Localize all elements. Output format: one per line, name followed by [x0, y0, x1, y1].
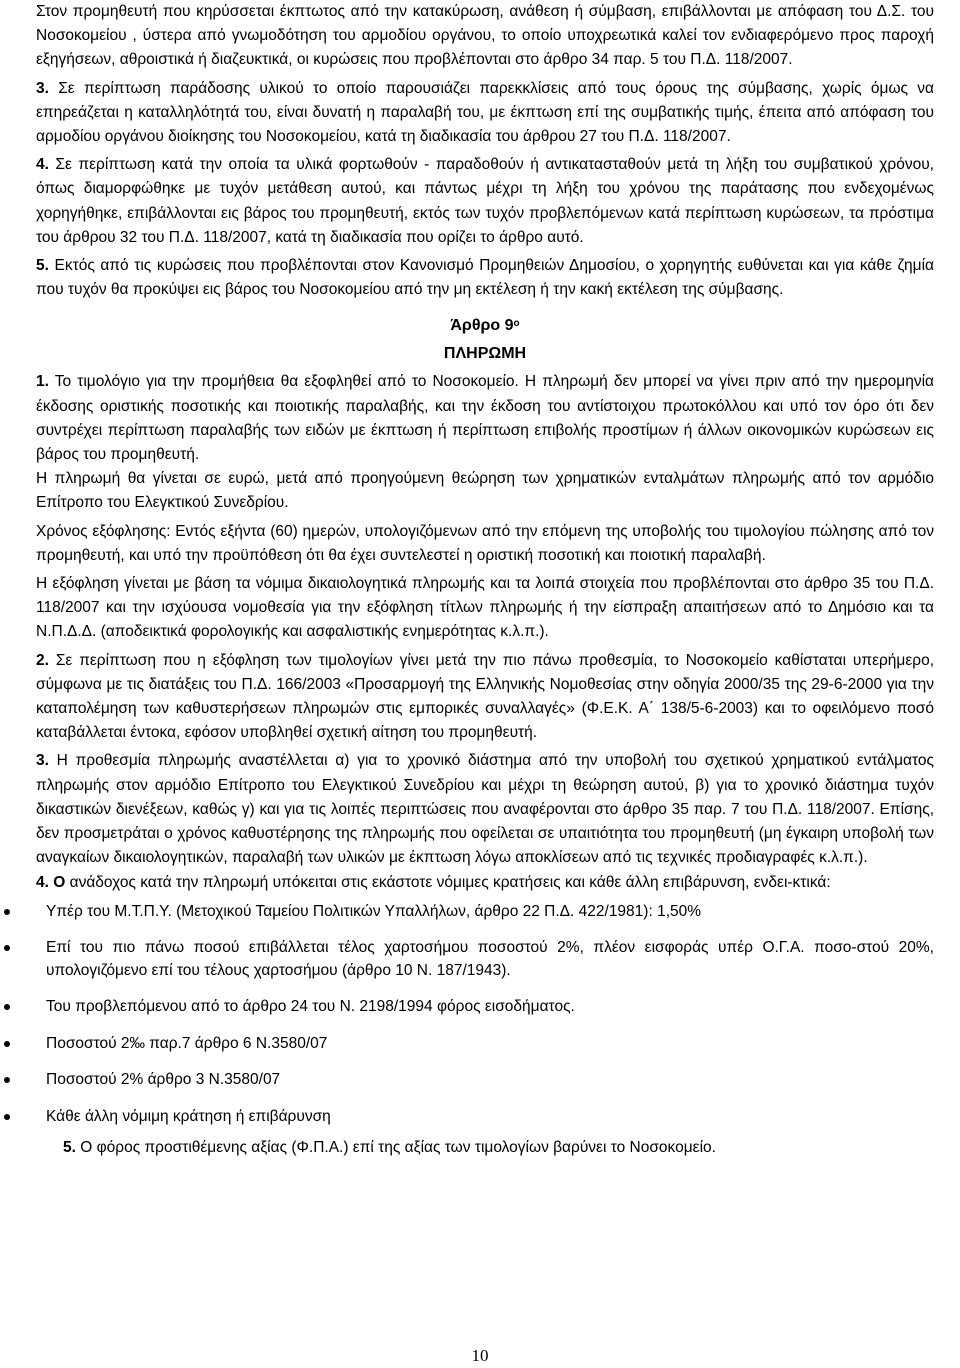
paragraph-number: 4.	[36, 156, 49, 174]
payment-paragraph-3: 3. Η προθεσμία πληρωμής αναστέλλεται α) για το χρονικό διάστημα από την υποβολή του σχετικού χρηματικού εντάλματος πληρωμής στον αρμόδιο Επίτροπο του Ελεγκτικού Συνεδρίου και μέχρι τη θεώρηση αυτού, β) για το χρονικό διάστημα τυχόν δικαστικών διενέξεων, καθώς γ) και για τις λοιπές περιπτώσεις που αναφέρονται στο άρθρο 35 παρ. 7 του Π.Δ. 118/2007. Επίσης, δεν προσμετράται ο χρόνος καθυστέρησης της πληρωμής που οφείλεται σε υπαιτιότητα του προμηθευτή (μη έγκαιρη υποβολή των αναγκαίων δικαιολογητικών, παραλαβή των υλικών με έκπτωση λόγω αποκλίσεων από τις τεχνικές προδιαγραφές κ.λ.π.).	[36, 752, 934, 867]
paragraph-3-deviations: 3. Σε περίπτωση παράδοσης υλικού το οποίο παρουσιάζει παρεκκλίσεις από τους όρους της σύμβασης, χωρίς όμως να επηρεάζεται η καταλληλότητά του, είναι δυνατή η παραλαβή του, με έκπτωση επί της συμβατικής τιμής, έπειτα από απόφαση του αρμοδίου οργάνου διοίκησης του Νοσοκομείου, κατά τη διαδικασία του άρθρου 27 του Π.Δ. 118/2007.	[36, 79, 934, 146]
list-item: Ποσοστού 2‰ παρ.7 άρθρο 6 Ν.3580/07	[0, 1033, 934, 1056]
paragraph-number: 2.	[36, 651, 49, 669]
paragraph-number: 4.	[36, 873, 49, 891]
paragraph-number: 1.	[36, 373, 49, 391]
payment-paragraph-1: 1. Το τιμολόγιο για την προμήθεια θα εξοφληθεί από το Νοσοκομείο. Η πληρωμή δεν μπορεί να γίνει πριν από την ημερομηνία έκδοσης οριστικής ποσοτικής και ποιοτικής παραλαβής, και την έκδοση του αντίστοιχου πρωτοκόλλου και υπό τον όρο ότι δεν συντρέχει περίπτωση παραλαβής των ειδών με έκπτωση ή περίπτωση επιβολής προστίμων ή άλλων οικονομικών κυρώσεων εις βάρος του προμηθευτή.	[36, 373, 934, 464]
page-number: 10	[471, 1346, 489, 1365]
payment-currency-paragraph: Η πληρωμή θα γίνεται σε ευρώ, μετά από προηγούμενη θεώρηση των χρηματικών ενταλμάτων πληρωμής από τον αρμόδιο Επίτροπο του Ελεγκτικού Συνεδρίου.	[36, 470, 934, 512]
bullet-icon	[4, 1077, 10, 1083]
payment-paragraph-4: 4. Ο ανάδοχος κατά την πληρωμή υπόκειται στις εκάστοτε νόμιμες κρατήσεις και κάθε άλλη επιβάρυνση, ενδει-κτικά:	[36, 873, 831, 891]
paragraph-number: 3.	[36, 752, 49, 770]
bullet-icon	[4, 945, 10, 951]
paragraph-4-late-delivery: 4. Σε περίπτωση κατά την οποία τα υλικά φορτωθούν - παραδοθούν ή αντικατασταθούν μετά τη λήξη του συμβατικού χρόνου, όπως διαμορφώθηκε με τυχόν μετάθεση αυτού, και πάντως μέχρι τη λήξη του χρόνου της παράτασης που ενδεχομένως χορηγήθηκε, επιβάλλονται εις βάρος του προμηθευτή, εκτός των τυχόν προβλεπόμενων κατά περίπτωση κυρώσεων, τα πρόστιμα του άρθρου 32 του Π.Δ. 118/2007, κατά τη διαδικασία που ορίζει το άρθρο αυτό.	[36, 156, 934, 246]
list-item: Υπέρ του Μ.Τ.Π.Υ. (Μετοχικού Ταμείου Πολιτικών Υπαλλήλων, άρθρο 22 Π.Δ. 422/1981): 1,50%	[0, 901, 934, 924]
article-title: Άρθρο $9^o$	[450, 317, 520, 335]
vat-paragraph: 5. Ο φόρος προστιθέμενης αξίας (Φ.Π.Α.) επί της αξίας των τιμολογίων βαρύνει το Νοσοκομείο.	[63, 1139, 716, 1157]
bullet-icon	[4, 909, 10, 915]
payment-time-paragraph: Χρόνος εξόφλησης: Εντός εξήντα (60) ημερών, υπολογιζόμενων από την επόμενη της υποβολής του τιμολογίου πώλησης από τον προμηθευτή, και υπό την προϋπόθεση ότι θα έχει συντελεστεί η οριστική ποσοτική και ποιοτική παραλαβή.	[36, 522, 934, 564]
bullet-icon	[4, 1041, 10, 1047]
paragraph-number: 3.	[36, 79, 49, 97]
list-item: Του προβλεπόμενου από το άρθρο 24 του Ν. 2198/1994 φόρος εισοδήματος.	[0, 996, 934, 1019]
paragraph-number: 5.	[36, 257, 49, 275]
paragraph-number: 5.	[63, 1139, 76, 1157]
deductions-list	[0, 901, 934, 1129]
payment-documents-paragraph: Η εξόφληση γίνεται με βάση τα νόμιμα δικαιολογητικά πληρωμής και τα λοιπά στοιχεία που προβλέπονται στο άρθρο 35 του Π.Δ. 118/2007 και την ισχύουσα νομοθεσία για την εξόφληση τίτλων πληρωμής ή την είσπραξη απαιτήσεων από το Δημόσιο και τα Ν.Π.Δ.Δ. (αποδεικτικά φορολογικής και ασφαλιστικής ενημερότητας κ.λ.π.).	[36, 575, 934, 641]
bullet-icon	[4, 1114, 10, 1120]
bullet-icon	[4, 1004, 10, 1010]
list-item: Ποσοστού 2% άρθρο 3 Ν.3580/07	[0, 1069, 934, 1092]
paragraph-penalties-intro: Στον προμηθευτή που κηρύσσεται έκπτωτος από την κατακύρωση, ανάθεση ή σύμβαση, επιβάλλονται με απόφαση του Δ.Σ. του Νοσοκομείου , ύστερα από γνωμοδότηση του αρμοδίου οργάνου, το οποίο υποχρεωτικά καλεί τον ενδιαφερόμενο προς παροχή εξηγήσεων, αθροιστικά ή διαζευκτικά, οι κυρώσεις που προβλέπονται στο άρθρο 34 παρ. 5 του Π.Δ. 118/2007.	[36, 3, 934, 69]
paragraph-5-liability: 5. Εκτός από τις κυρώσεις που προβλέπονται στον Κανονισμό Προμηθειών Δημοσίου, ο χορηγητής ευθύνεται και για κάθε ζημία που τυχόν θα προκύψει εις βάρος του Νοσοκομείου από την μη εκτέλεση ή την κακή εκτέλεση της σύμβασης.	[36, 257, 934, 299]
document-page	[36, 0, 934, 1176]
list-item: Κάθε άλλη νόμιμη κράτηση ή επιβάρυνση	[0, 1106, 934, 1129]
article-subtitle: ΠΛΗΡΩΜΗ	[443, 345, 527, 363]
payment-paragraph-2: 2. Σε περίπτωση που η εξόφληση των τιμολογίων γίνει μετά την πιο πάνω προθεσμία, το Νοσοκομείο καθίσταται υπερήμερο, σύμφωνα με τις διατάξεις του Π.Δ. 166/2003 «Προσαρμογή της Ελληνικής Νομοθεσίας στην οδηγία 2000/35 της 29-6-2000 για την καταπολέμηση των καθυστερήσεων πληρωμών στις εμπορικές συναλλαγές» (Φ.Ε.Κ. Α΄ 138/5-6-2003) και το οφειλόμενο ποσό καταβάλλεται έντοκα, εφόσον υποβληθεί σχετική αίτηση του προμηθευτή.	[36, 651, 934, 742]
list-item: Επί του πιο πάνω ποσού επιβάλλεται τέλος χαρτοσήμου ποσοστού 2%, πλέον εισφοράς υπέρ Ο.Γ.Α. ποσο-στού 20%, υπολογιζόμενο επί του τέλους χαρτοσήμου (άρθρο 10 Ν. 187/1943).	[0, 937, 934, 982]
